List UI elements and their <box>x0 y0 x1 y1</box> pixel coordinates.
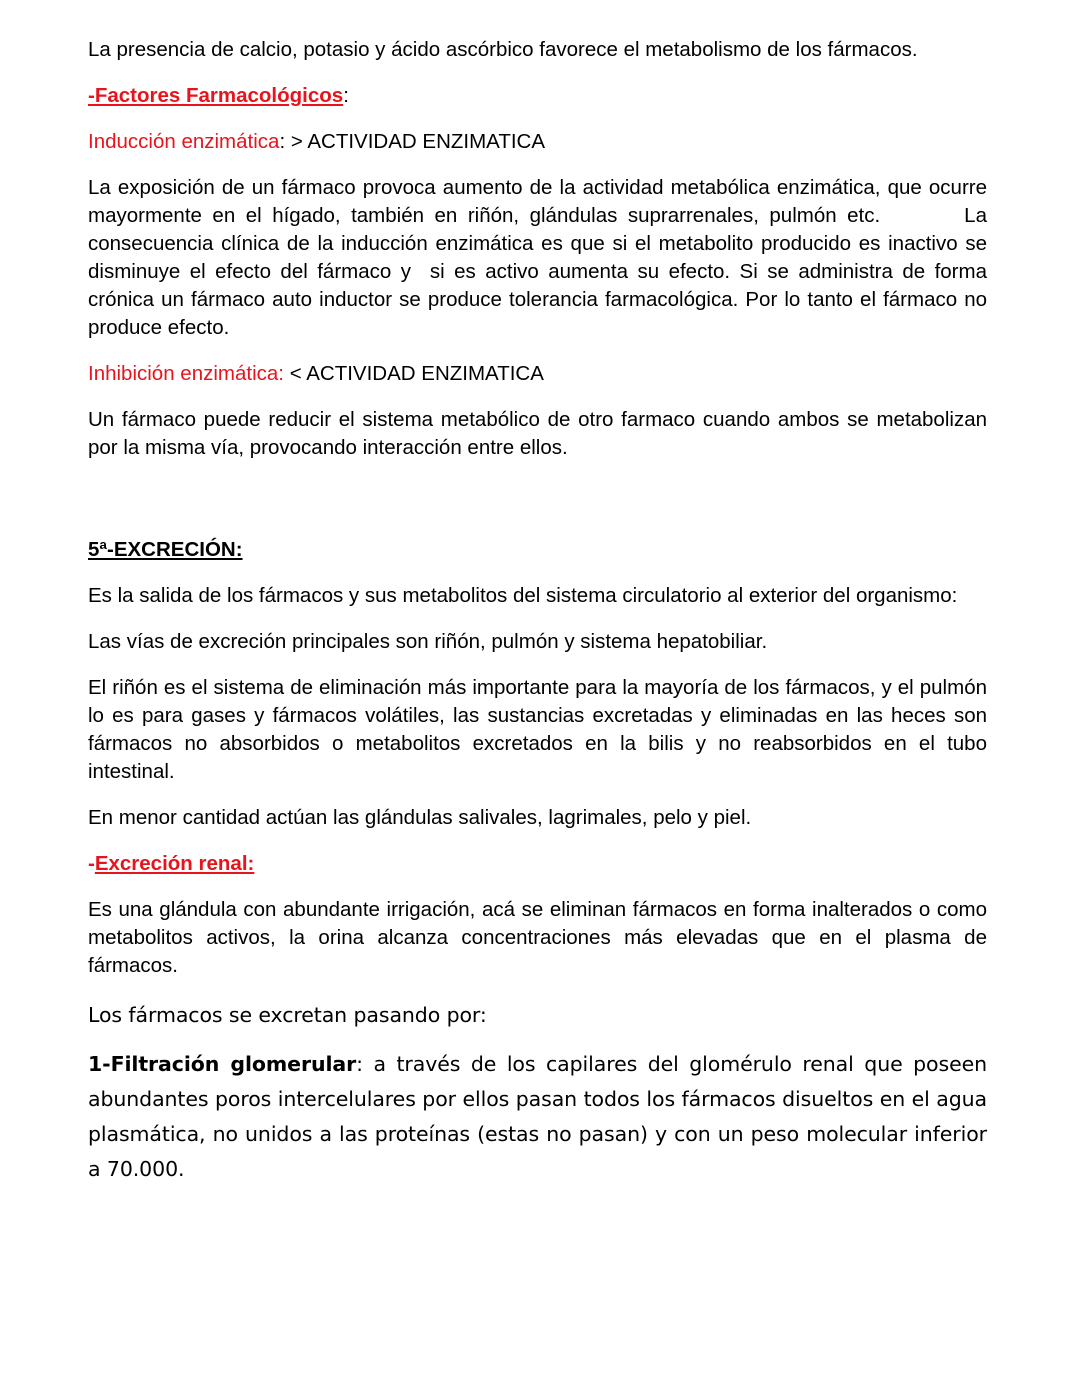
section-gap <box>88 480 987 536</box>
renal-dash: - <box>88 852 95 875</box>
paragraph-pasando: Los fármacos se excretan pasando por: <box>88 1003 487 1027</box>
inhibicion-label: Inhibición enzimática: <box>88 362 284 385</box>
paragraph-salida: Es la salida de los fármacos y sus metabolitos del sistema circulatorio al exterior del organismo: <box>88 584 958 607</box>
excrecion-heading: 5ª-EXCRECIÓN: <box>88 538 243 561</box>
induccion-line <box>88 128 987 156</box>
factores-heading: -Factores Farmacológicos <box>88 84 344 107</box>
paragraph-rinon: El riñón es el sistema de eliminación más importante para la mayoría de los fármacos, y el pulmón lo es para gases y fármacos volátiles, las sustancias excretadas y eliminadas en las heces son fármacos no absorbidos o metabolitos excretados en la bilis y no reabsorbidos en el tubo intestinal. <box>88 676 987 783</box>
paragraph-filtracion <box>88 1047 987 1187</box>
paragraph-exposicion: La exposición de un fármaco provoca aumento de la actividad metabólica enzimática, que ocurre mayormente en el hígado, también en riñón, glándulas suprarrenales, pulmón etc. La consecuencia clínica de la inducción enzimática es que si el metabolito producido es inactivo se disminuye el efecto del fármaco y si es activo aumenta su efecto. Si se administra de forma crónica un fármaco auto inductor se produce tolerancia farmacológica. Por lo tanto el fármaco no produce efecto. <box>88 176 993 339</box>
filtracion-label: 1-Filtración glomerular <box>88 1052 357 1076</box>
paragraph-vias: Las vías de excreción principales son riñón, pulmón y sistema hepatobiliar. <box>88 630 768 653</box>
paragraph-glandula: Es una glándula con abundante irrigación, acá se eliminan fármacos en forma inalterados o como metabolitos activos, la orina alcanza concentraciones más elevadas que en el plasma de fármacos. <box>88 898 987 977</box>
document-page <box>88 36 993 1201</box>
paragraph-calcio: La presencia de calcio, potasio y ácido ascórbico favorece el metabolismo de los fármacos. <box>88 38 918 61</box>
paragraph-menor: En menor cantidad actúan las glándulas salivales, lagrimales, pelo y piel. <box>88 806 752 829</box>
inhibicion-line <box>88 360 987 388</box>
filtracion-rest: : a través de los capilares del glomérulo renal que poseen abundantes poros intercelulares por ellos pasan todos los fármacos disueltos en el agua plasmática, no unidos a las proteínas (estas no pasan) y con un peso molecular inferior a 70.000. <box>88 1052 987 1181</box>
factores-colon: : <box>343 84 349 107</box>
paragraph-reducir: Un fármaco puede reducir el sistema metabólico de otro farmaco cuando ambos se metabolizan por la misma vía, provocando interacción entre ellos. <box>88 408 987 459</box>
renal-heading: Excreción renal: <box>94 852 255 875</box>
inhibicion-rest: < ACTIVIDAD ENZIMATICA <box>284 362 544 385</box>
excrecion-heading-line <box>88 536 987 564</box>
factores-heading-line <box>88 82 987 110</box>
renal-heading-line <box>88 850 987 878</box>
induccion-rest: : > ACTIVIDAD ENZIMATICA <box>279 130 546 153</box>
calibri-section <box>88 998 987 1187</box>
induccion-label: Inducción enzimática <box>88 130 280 153</box>
